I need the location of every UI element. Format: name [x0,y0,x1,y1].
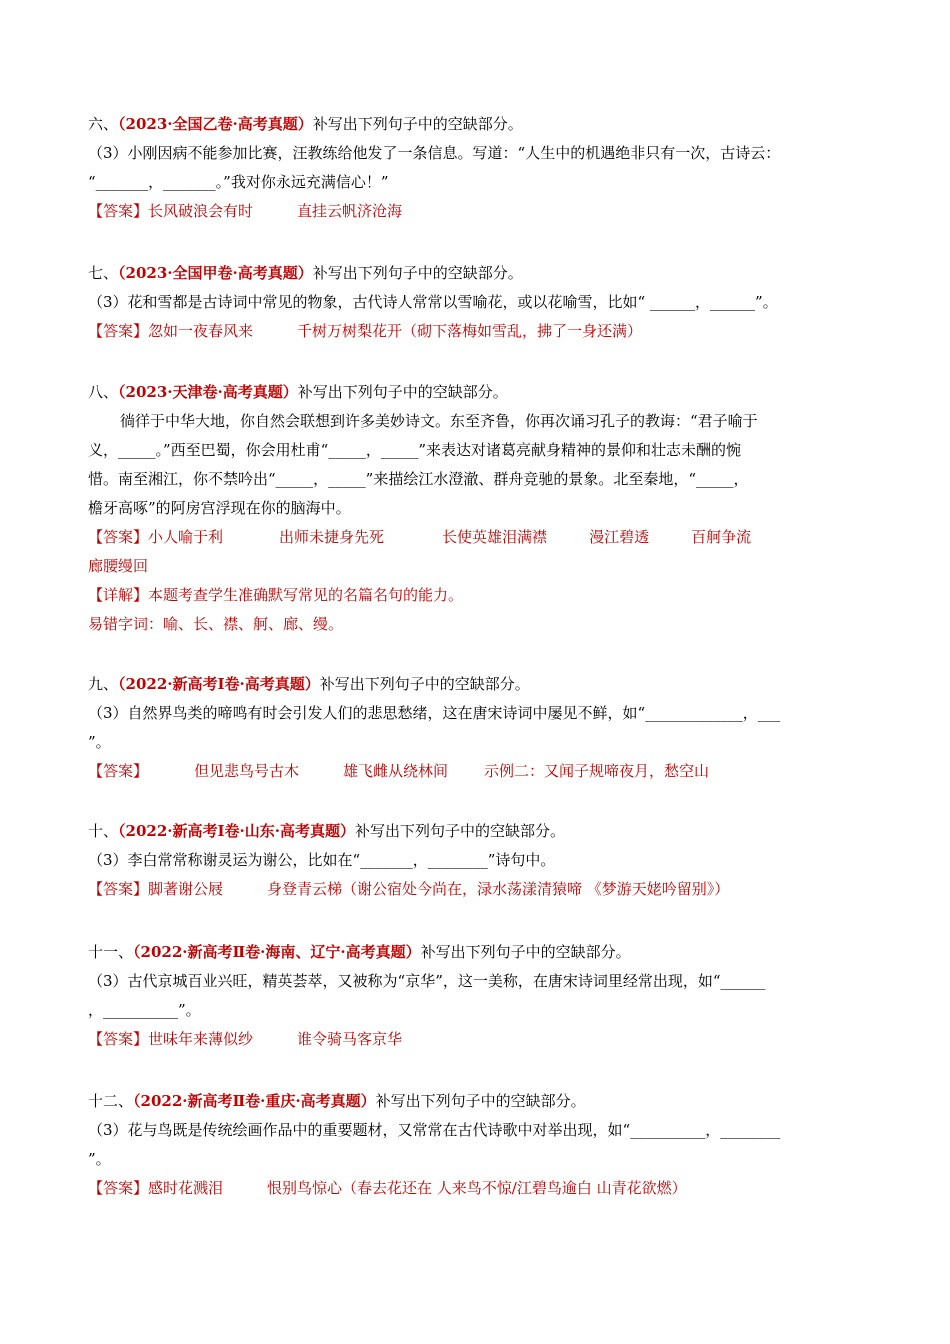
answer-item: 恨别鸟惊心（春去花还在 人来鸟不惊/江碧鸟逾白 山青花欲燃） [267,1179,687,1197]
question-stem: 补写出下列句子中的空缺部分。 [297,383,508,401]
question-header [88,110,870,139]
question-header [88,259,870,288]
question-number: 九、 [88,675,119,693]
answer-label: 【答案】 [88,202,149,220]
question-source: （2022·新高考Ⅰ卷·高考真题） [118,675,320,693]
question-stem: 补写出下列句子中的空缺部分。 [312,264,523,282]
question-text: （3）花与鸟既是传统绘画作品中的重要题材，又常常在古代诗歌中对举出现，如“__________，________ [88,1121,781,1139]
question-source: （2022·新高考Ⅱ卷·海南、辽宁·高考真题） [133,943,421,961]
answer-label: 【答案】 [88,1030,149,1048]
question-stem: 补写出下列句子中的空缺部分。 [420,943,631,961]
answer-line [88,552,870,581]
question-text: ”。 [88,733,111,751]
question-text: “_______，_______。”我对你永远充满信心！” [88,173,389,191]
question-text: （3）古代京城百业兴旺，精英荟萃，又被称为“京华”，这一美称，在唐宋诗词里经常出现，如“______ [88,972,766,990]
question-text: 义，_____。”西至巴蜀，你会用杜甫“_____，_____”来表达对诸葛亮献身精神的景仰和壮志未酬的惋 [88,441,742,459]
answer-line [88,757,870,786]
question-text: （3）花和雪都是古诗词中常见的物象，古代诗人常常以雪喻花，或以花喻雪，比如“ ______，______”。 [88,293,778,311]
question-source: （2023·全国甲卷·高考真题） [118,264,313,282]
answer-item: 漫江碧透 [589,528,650,546]
question-number: 十、 [88,822,119,840]
answer-line [88,1174,870,1203]
question-9 [88,670,870,786]
answer-label: 【答案】 [88,880,149,898]
question-text: （3）自然界鸟类的啼鸣有时会引发人们的悲思愁绪，这在唐宋诗词中屡见不鲜，如“_____________，___ [88,704,781,722]
answer-label: 【答案】 [88,322,149,340]
question-10 [88,817,870,904]
answer-item: 示例二：又闻子规啼夜月，愁空山 [484,762,710,780]
answer-item: 出师未捷身先死 [279,528,385,546]
question-text: 檐牙高啄”的阿房宫浮现在你的脑海中。 [88,499,351,517]
question-stem: 补写出下列句子中的空缺部分。 [319,675,530,693]
answer-item: 谁令骑马客京华 [297,1030,403,1048]
question-source: （2023·全国乙卷·高考真题） [118,115,313,133]
answer-item: 世味年来薄似纱 [148,1030,254,1048]
answer-item: 百舸争流 [691,528,752,546]
answer-label: 【答案】 [88,528,149,546]
question-text: （3）小刚因病不能参加比赛，汪教练给他发了一条信息。写道：“人生中的机遇绝非只有一次，古诗云： [88,144,781,162]
question-source: （2022·新高考Ⅱ卷·重庆·高考真题） [133,1092,376,1110]
question-12 [88,1087,870,1203]
question-header [88,938,870,967]
question-stem: 补写出下列句子中的空缺部分。 [312,115,523,133]
question-11 [88,938,870,1054]
answer-item: 廊腰缦回 [88,557,149,575]
answer-item: 脚著谢公屐 [148,880,224,898]
question-header [88,1087,870,1116]
question-stem: 补写出下列句子中的空缺部分。 [375,1092,586,1110]
answer-item: 雄飞雌从绕林间 [343,762,449,780]
question-6 [88,110,870,226]
question-source: （2022·新高考Ⅰ卷·山东·高考真题） [118,822,355,840]
answer-item: 但见悲鸟号古木 [194,762,300,780]
question-number: 六、 [88,115,119,133]
question-number: 七、 [88,264,119,282]
detail-label: 【详解】 [88,586,149,604]
typo-note: 易错字词：喻、长、襟、舸、廊、缦。 [88,615,344,633]
answer-line [88,523,870,552]
question-number: 十二、 [88,1092,134,1110]
answer-line [88,197,870,226]
question-number: 十一、 [88,943,134,961]
detail-line [88,581,870,610]
question-source: （2023·天津卷·高考真题） [118,383,298,401]
answer-item: 忽如一夜春风来 [148,322,254,340]
answer-label: 【答案】 [88,762,149,780]
answer-item: 千树万树梨花开（砌下落梅如雪乱，拂了一身还满） [297,322,643,340]
question-text: （3）李白常常称谢灵运为谢公，比如在“_______，________”诗句中。 [88,851,556,869]
answer-item: 感时花溅泪 [148,1179,224,1197]
question-stem: 补写出下列句子中的空缺部分。 [354,822,565,840]
question-number: 八、 [88,383,119,401]
answer-line [88,1025,870,1054]
question-7 [88,259,870,346]
answer-label: 【答案】 [88,1179,149,1197]
question-8 [88,378,870,639]
detail-text: 本题考查学生准确默写常见的名篇名句的能力。 [148,586,464,604]
question-header [88,670,870,699]
answer-item: 小人喻于利 [148,528,224,546]
question-header [88,378,870,407]
answer-line [88,875,870,904]
question-text: ”。 [88,1150,111,1168]
answer-item: 直挂云帆济沧海 [297,202,403,220]
question-header [88,817,870,846]
question-text: 惜。南至湘江，你不禁吟出“_____，_____”来描绘江水澄澈、群舟竞驰的景象。北至秦地，“_____， [88,470,749,488]
question-text: ，__________”。 [88,1001,201,1019]
answer-item: 身登青云梯（谢公宿处今尚在，渌水荡漾清猿啼 《梦游天姥吟留别》） [267,880,730,898]
answer-line [88,317,870,346]
question-text: 徜徉于中华大地，你自然会联想到许多美妙诗文。东至齐鲁，你再次诵习孔子的教诲：“君子喻于 [120,412,758,430]
answer-item: 长风破浪会有时 [148,202,254,220]
answer-item: 长使英雄泪满襟 [442,528,548,546]
